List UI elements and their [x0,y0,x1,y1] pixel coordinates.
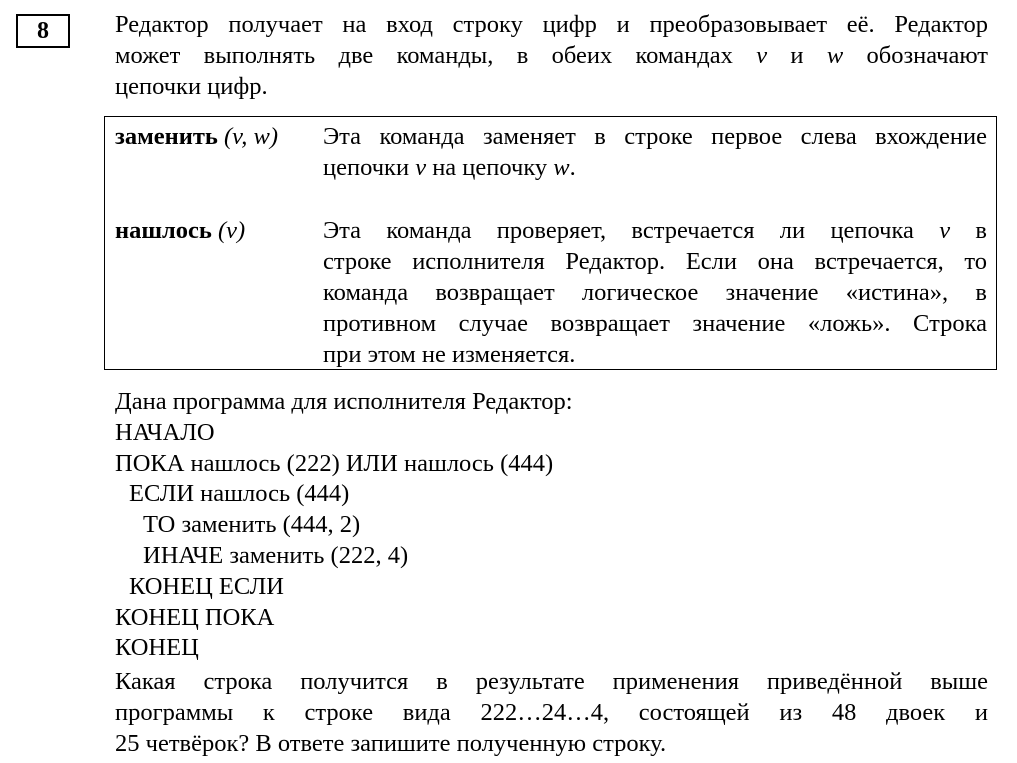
command-replace-desc-mid: на цепочку [432,154,548,181]
program-line-5: ИНАЧЕ заменить (222, 4) [143,541,409,569]
intro-and: и [790,42,804,69]
program-line-1: НАЧАЛО [115,418,215,446]
program-line-8: КОНЕЦ [115,634,199,662]
question-line-2: программы к строке вида 222…24…4, состоящей из 48 двоек и [115,698,988,726]
command-replace-args: (v, w) [224,123,278,150]
command-replace-desc-w: w [553,154,570,181]
intro-line-3: цепочки цифр. [115,73,268,100]
intro-line-2-text: может выполнять две команды, в обеих командах [115,42,733,69]
program-line-7: КОНЕЦ ПОКА [115,603,275,631]
task-number-label: 8 [37,18,49,44]
intro-var-v: v [756,42,768,69]
command-found-args: (v) [218,217,246,244]
program-listing [115,387,988,664]
program-line-2: ПОКА нашлось (222) ИЛИ нашлось (444) [115,449,554,477]
command-replace-keyword: заменить [115,123,218,150]
command-found-desc-line-2: строке исполнителя Редактор. Если она встречается, то [323,248,987,275]
command-replace-description [323,121,987,183]
program-intro: Дана программа для исполнителя Редактор: [115,388,573,415]
command-found-desc-line-4: противном случае возвращает значение «ложь». Строка [323,310,987,337]
command-found-desc-line-5: при этом не изменяется. [323,341,576,368]
command-found-name [115,215,245,246]
program-line-4: ТО заменить (444, 2) [143,511,361,539]
command-found-desc-v: v [939,217,951,244]
question-text [115,667,988,759]
command-replace-desc-line-2 [323,152,987,183]
intro-tail: обозначают [866,42,989,69]
question-line-1: Какая строка получится в результате применения приведённой выше [115,668,988,695]
program-line-6: КОНЕЦ ЕСЛИ [129,572,284,600]
command-found-description [323,215,987,370]
intro-var-w: w [826,42,844,69]
command-found-desc-line-1 [323,215,987,246]
command-found-desc-line-3: команда возвращает логическое значение «истина», в [323,279,987,306]
commands-table [104,116,997,370]
command-replace-name [115,121,278,152]
task-intro [115,9,988,102]
command-replace-desc-v: v [415,154,427,181]
intro-line-2 [115,40,988,71]
command-found-desc-end: в [975,217,987,244]
command-replace-desc-line-1: Эта команда заменяет в строке первое слева вхождение [323,123,987,150]
program-line-3: ЕСЛИ нашлось (444) [129,480,350,508]
intro-line-1: Редактор получает на вход строку цифр и преобразовывает её. Редактор [115,11,988,38]
command-found-keyword: нашлось [115,217,212,244]
command-replace-desc-end: . [569,154,576,181]
command-found-desc-pre: Эта команда проверяет, встречается ли цепочка [323,217,914,244]
command-replace-desc-pre: цепочки [323,154,410,181]
question-line-3: 25 четвёрок? В ответе запишите полученную строку. [115,729,667,757]
task-number [16,14,70,48]
